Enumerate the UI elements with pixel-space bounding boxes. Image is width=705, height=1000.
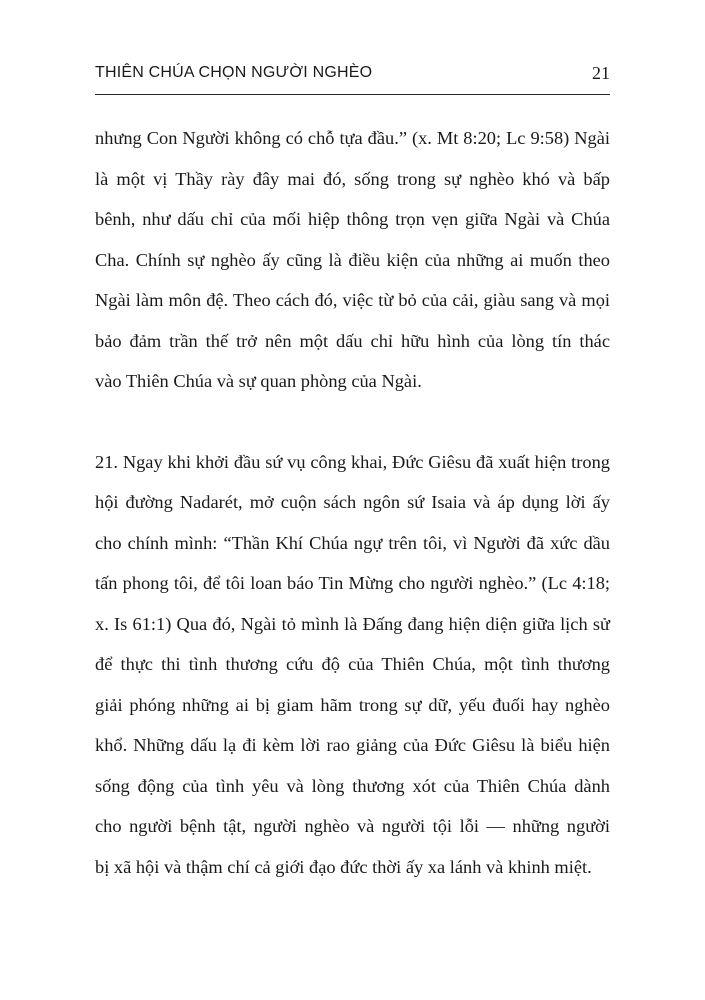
text-line: bênh, như dấu chỉ của mối hiệp thông trọn vẹn giữa Ngài và Chúa bbox=[95, 209, 610, 229]
text-line: cho chính mình: “Thần Khí Chúa ngự trên tôi, vì Người đã xức dầu bbox=[95, 532, 610, 553]
text-line: nhưng Con Người không có chỗ tựa đầu.” (x. Mt 8:20; Lc 9:58) Ngài bbox=[95, 128, 610, 148]
text-line: Ngài làm môn đệ. Theo cách đó, việc từ bỏ của cải, giàu sang và mọi bbox=[95, 290, 610, 310]
text-line: 21. Ngay khi khởi đầu sứ vụ công khai, Đức Giêsu đã xuất hiện trong bbox=[95, 451, 610, 472]
running-header bbox=[95, 60, 610, 95]
text-line: hội đường Nadarét, mở cuộn sách ngôn sứ Isaia và áp dụng lời ấy bbox=[95, 492, 610, 512]
text-line: cho người bệnh tật, người nghèo và người tội lỗi — những người bbox=[95, 816, 610, 836]
text-line: để thực thi tình thương cứu độ của Thiên Chúa, một tình thương bbox=[95, 654, 610, 674]
text-line: x. Is 61:1) Qua đó, Ngài tỏ mình là Đấng đang hiện diện giữa lịch sử bbox=[95, 613, 610, 634]
running-title: THIÊN CHÚA CHỌN NGƯỜI NGHÈO bbox=[95, 64, 373, 81]
text-line: là một vị Thầy rày đây mai đó, sống trong sự nghèo khó và bấp bbox=[95, 168, 610, 189]
text-line: bảo đảm trần thế trở nên một dấu chỉ hữu hình của lòng tín thác bbox=[95, 330, 610, 351]
text-line: sống động của tình yêu và lòng thương xót của Thiên Chúa dành bbox=[95, 775, 610, 796]
text-line: Cha. Chính sự nghèo ấy cũng là điều kiện của những ai muốn theo bbox=[95, 249, 610, 270]
text-line: khổ. Những dấu lạ đi kèm lời rao giảng của Đức Giêsu là biểu hiện bbox=[95, 735, 610, 755]
paragraph-spacer bbox=[95, 402, 610, 442]
text-line: bị xã hội và thậm chí cả giới đạo đức thời ấy xa lánh và khinh miệt. bbox=[95, 856, 592, 877]
page-body bbox=[95, 118, 610, 887]
text-line: giải phóng những ai bị giam hãm trong sự dữ, yếu đuối hay nghèo bbox=[95, 694, 610, 715]
text-line: tấn phong tôi, để tôi loan báo Tin Mừng cho người nghèo.” (Lc 4:18; bbox=[95, 573, 610, 593]
paragraph-21 bbox=[95, 442, 610, 888]
paragraph-continuation bbox=[95, 118, 610, 402]
text-line: vào Thiên Chúa và sự quan phòng của Ngài. bbox=[95, 371, 422, 391]
page-number: 21 bbox=[592, 63, 610, 83]
